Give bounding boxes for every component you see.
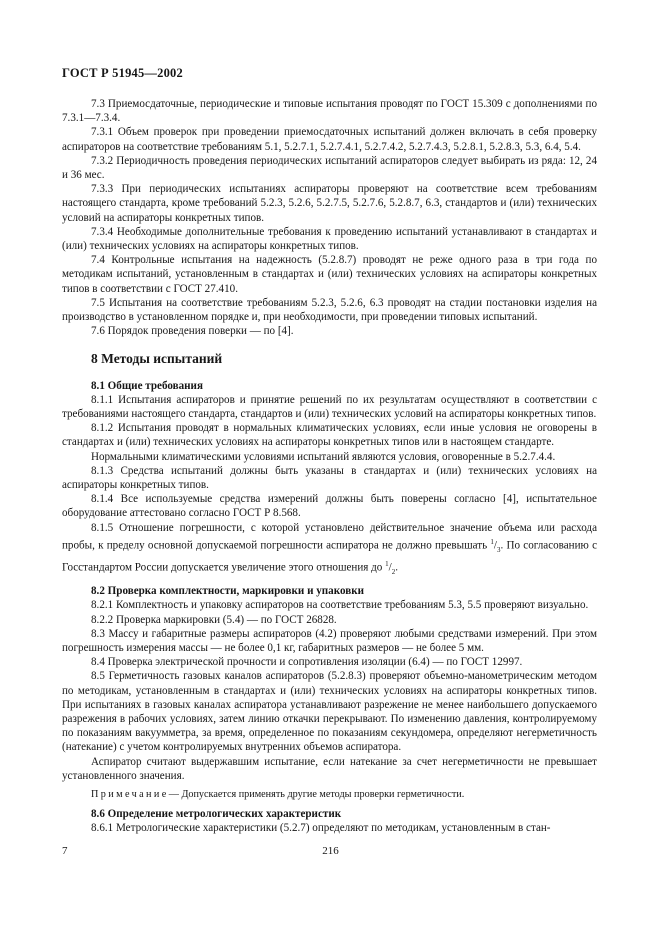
document-code-header: ГОСТ Р 51945—2002 [62,66,183,80]
note [62,788,597,802]
paragraph-8-3: 8.3 Массу и габаритные размеры аспираторов (4.2) проверяют любыми средствами измерений. При этом погрешность измерения массы — не более 0,1 кг, габаритных размеров — не более 5 мм. [62,627,597,654]
paragraph-7-3: 7.3 Приемосдаточные, периодические и типовые испытания проводят по ГОСТ 15.309 с дополнениями по 7.3.1—7.3.4. [62,98,597,125]
paragraph-8-1-5-part-b: . По согласованию с Госстандартом России допускается увеличение этого отношения до [62,539,597,574]
paragraph-8-1-5-part-a: 8.1.5 Отношение погрешности, с которой установлено действительное значение объема или расхода пробы, к пределу основной допускаемой погрешности аспиратора не должно превышать [62,521,597,552]
paragraph-7-6: 7.6 Порядок проведения поверки — по [4]. [91,325,294,338]
fraction-denominator: 3 [497,545,501,554]
paragraph-8-1-2: 8.1.2 Испытания проводят в нормальных климатических условиях, если иные условия не оговорены в стандартах и (или) технических условиях на аспираторы конкретных типов или в настоящем стандарте. [62,422,597,449]
subheading-8-1: 8.1 Общие требования [91,379,203,392]
paragraph-7-3-2: 7.3.2 Периодичность проведения периодических испытаний аспираторов следует выбирать из ряда: 12, 24 и 36 мес. [62,154,597,182]
note-label: Примечание [91,788,169,800]
paragraph-8-4: 8.4 Проверка электрической прочности и сопротивления изоляции (6.4) — по ГОСТ 12997. [91,656,523,669]
paragraph-7-5: 7.5 Испытания на соответствие требованиям 5.2.3, 5.2.6, 6.3 проводят на стадии постановки изделия на производство в установленном порядке и, при необходимости, при проведении типовых испытаний. [62,296,597,324]
paragraph-7-3-4: 7.3.4 Необходимые дополнительные требования к проведению испытаний устанавливают в стандартах и (или) технических условиях на аспираторы конкретных типов. [62,225,597,253]
paragraph-8-5-result: Аспиратор считают выдержавшим испытание, если натекание за счет негерметичности не превышает установленного значения. [62,755,597,782]
paragraph-7-3-3: 7.3.3 При периодических испытаниях аспираторы проверяют на соответствие всем требованиям настоящего стандарта, кроме требований 5.2.3, 5.2.6, 5.2.7.5, 5.2.7.6, 5.2.8.7, 6.3, стандартов и (или) технических условий на аспираторы конкретных типов. [62,183,597,224]
paragraph-8-1-2-conditions: Нормальными климатическими условиями испытаний являются условия, оговоренные в 5.2.7.4.4. [91,450,556,463]
paragraph-8-1-1: 8.1.1 Испытания аспираторов и принятие решений по их результатам осуществляют в соответствии с требованиями настоящего стандарта, стандартов и (или) технических условий на аспираторы конкретных типов. [62,393,597,421]
paragraph-8-6-1: 8.6.1 Метрологические характеристики (5.2.7) определяют по методикам, установленным в стан- [91,822,551,835]
document-body [62,97,597,836]
paragraph-8-1-4: 8.1.4 Все используемые средства измерений должны быть поверены согласно [4], испытательное оборудование аттестовано согласно ГОСТ Р 8.568. [62,493,597,520]
paragraph-7-4: 7.4 Контрольные испытания на надежность (5.2.8.7) проводят не реже одного раза в три года по методикам испытаний, установленным в стандартах и (или) технических условиях на аспираторы конкретных типов в соответствии с ГОСТ 27.410. [62,254,597,295]
paragraph-8-5: 8.5 Герметичность газовых каналов аспираторов (5.2.8.3) проверяют объемно-манометрическим методом по методикам, установленным в стандартах и (или) технических условиях на аспираторы конкретных типов. При испытаниях в газовых каналах аспиратора устанавливают разрежение не менее наибольшего допускаемого разрежения в рабочих условиях, затем линию откачки перекрывают. По изменению давления, контролируемому по показаниям вакуумметра, за время, определенное по показаниям секундомера, определяют негерметичность (натекание) с учетом контролируемых внутренних объемов аспиратора. [62,670,597,754]
fraction-numerator: 1 [385,560,389,568]
paragraph-8-2-2: 8.2.2 Проверка маркировки (5.4) — по ГОСТ 26828. [91,613,337,626]
subheading-8-6: 8.6 Определение метрологических характеристик [91,808,342,821]
fraction-denominator: 2 [391,567,396,576]
fraction-numerator: 1 [490,537,494,546]
paragraph-8-1-3: 8.1.3 Средства испытаний должны быть указаны в стандартах и (или) технических условиях на аспираторы конкретных типов. [62,464,597,492]
paragraph-8-2-1: 8.2.1 Комплектность и упаковку аспираторов на соответствие требованиям 5.3, 5.5 проверяют визуально. [91,599,589,612]
section-heading-8: 8 Методы испытаний [91,351,223,367]
subheading-8-2: 8.2 Проверка комплектности, маркировки и упаковки [91,585,365,598]
note-text: — Допускается применять другие методы проверки герметичности. [168,788,465,800]
page-number: 216 [322,845,339,857]
footer-left-number: 7 [62,845,68,857]
paragraph-8-1-5: 8.1.5 Отношение погрешности, с которой установлено действительное значение объема или расхода пробы, к пределу основной допускаемой погрешности аспиратора не должно превышать $^1/_3$. По согласованию с Госстандартом России допускается увеличение этого отношения до $^1/_2$. [62,521,597,576]
paragraph-7-3-1: 7.3.1 Объем проверок при проведении приемосдаточных испытаний должен включать в себя проверку аспираторов на соответствие требованиям 5.1, 5.2.7.1, 5.2.7.4.1, 5.2.7.4.2, 5.2.7.4.3, 5.2.8.1, 5.2.8.3, 5.3, 6.4, 5.4. [62,126,597,153]
